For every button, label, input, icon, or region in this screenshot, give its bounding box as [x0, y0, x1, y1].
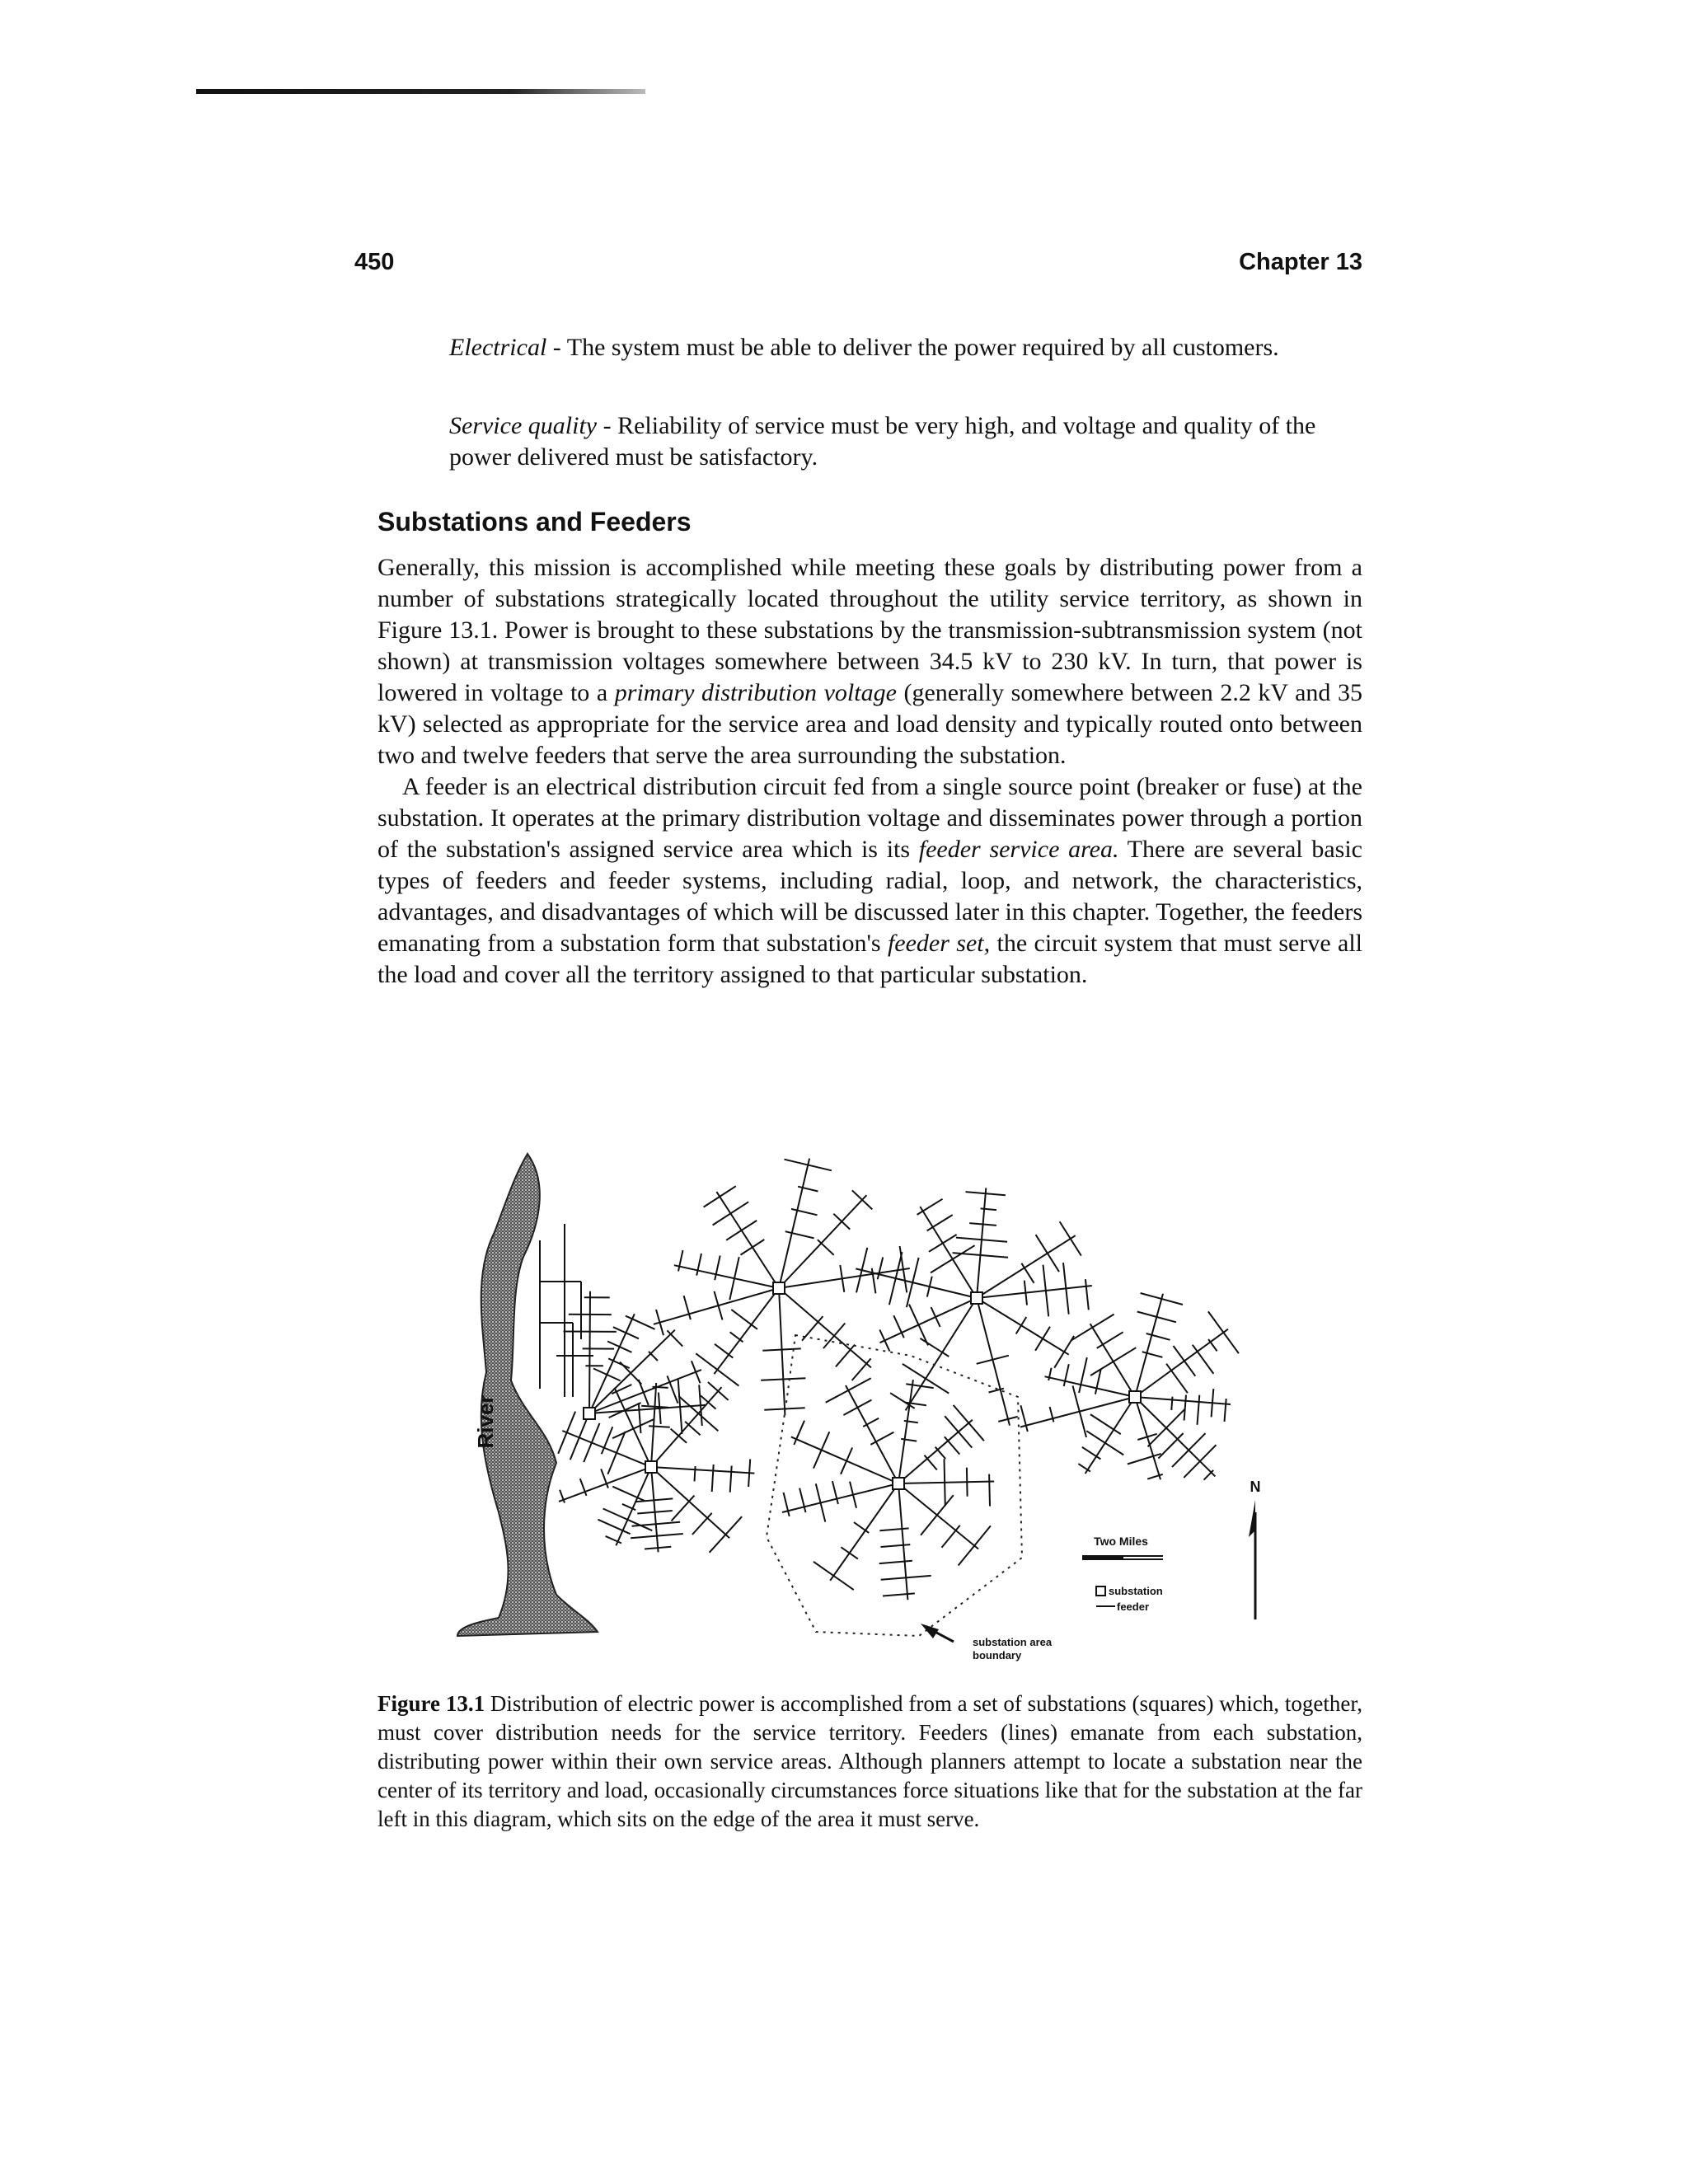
feeder-lateral — [1020, 1405, 1027, 1432]
feeder-lateral — [879, 1561, 912, 1563]
feeder-lateral — [843, 1400, 871, 1415]
body-text — [377, 552, 1362, 991]
page-number: 450 — [354, 249, 395, 275]
feeder-lateral — [823, 1324, 845, 1349]
paragraph-1 — [377, 552, 1362, 771]
feeder-lateral — [712, 1465, 714, 1492]
feeder-lateral — [607, 1432, 625, 1474]
feeder-lateral — [1036, 1235, 1059, 1272]
feeder-lateral — [639, 1380, 649, 1405]
feeder-lateral — [692, 1513, 712, 1535]
chapter-title: Chapter 13 — [1239, 249, 1362, 275]
feeder-lateral — [818, 1240, 834, 1255]
feeder-lateral — [593, 1369, 621, 1381]
feeder-lateral — [1035, 1327, 1050, 1351]
feeder-trunk — [791, 1436, 898, 1483]
feeder-lateral — [1085, 1279, 1089, 1310]
feeder-lateral — [1060, 1221, 1081, 1255]
feeder-lateral — [1137, 1312, 1176, 1323]
feeder-lateral — [639, 1403, 641, 1433]
feeder-trunk — [654, 1288, 779, 1324]
substation-square — [645, 1461, 657, 1473]
feeder-lateral — [649, 1426, 670, 1427]
feeder-lateral — [671, 1429, 687, 1443]
feeder-network — [540, 1159, 1239, 1601]
feeder-trunk — [674, 1265, 779, 1288]
feeder-trunk — [779, 1268, 910, 1288]
definition-service-quality — [449, 410, 1364, 473]
definition-text: - Reliability of service must be very high, and voltage and quality of the power delivered must be satisfactory. — [449, 412, 1316, 471]
feeder-lateral — [715, 1256, 720, 1281]
substations — [584, 1282, 1141, 1489]
feeder-lateral — [967, 1468, 968, 1497]
feeder-lateral — [889, 1252, 903, 1305]
feeder-lateral — [696, 1254, 701, 1276]
feeder-trunk — [977, 1298, 1069, 1355]
feeder-trunk — [1135, 1397, 1231, 1404]
feeder-trunk — [1135, 1294, 1163, 1397]
definition-electrical — [449, 332, 1364, 363]
feeder-lateral — [612, 1419, 654, 1438]
feeder-lateral — [907, 1258, 919, 1307]
feeder-lateral — [1208, 1311, 1239, 1353]
feeder-lateral — [659, 1393, 661, 1424]
feeder-lateral — [954, 1405, 984, 1441]
feeder-lateral — [1086, 1431, 1123, 1455]
feeder-lateral — [672, 1496, 695, 1521]
top-rule — [196, 89, 645, 94]
feeder-lateral — [798, 1187, 818, 1192]
definition-text: - The system must be able to deliver the power required by all customers. — [546, 334, 1279, 361]
feeder-lateral — [785, 1160, 832, 1171]
legend-substation-label: substation — [1109, 1585, 1163, 1597]
feeder-lateral — [832, 1481, 838, 1504]
feeder-trunk — [779, 1288, 785, 1415]
feeder-lateral — [1166, 1364, 1188, 1394]
feeder-lateral — [935, 1447, 946, 1459]
feeder-trunk — [898, 1420, 973, 1483]
legend-feeder-label: feeder — [1117, 1601, 1150, 1613]
feeder-trunk — [651, 1467, 754, 1474]
feeder-lateral — [1141, 1293, 1183, 1305]
feeder-lateral — [678, 1250, 683, 1271]
feeder-trunk — [716, 1192, 779, 1288]
legend-substation-square — [1096, 1586, 1105, 1596]
feeder-lateral — [708, 1382, 729, 1400]
feeder-lateral — [1174, 1346, 1196, 1376]
feeder-lateral — [761, 1378, 805, 1380]
feeder-lateral — [883, 1593, 915, 1596]
substation-square — [773, 1282, 785, 1294]
feeder-lateral — [1146, 1333, 1170, 1340]
text-run: Generally, this mission is accomplished while meeting these goals by distributing power from a number of substations strategically located throughout the utility service territory, as shown in Figure 13.1. Power is brought to these substations by the transmission-subtransmission system (not shown) at transmission voltages somewhere between 34.5 kV to 230 kV. In turn, that power is lowered in voltage to a — [377, 554, 1362, 706]
feeder-lateral — [921, 1495, 954, 1535]
feeder-lateral — [692, 1361, 701, 1383]
feeder-lateral — [856, 1248, 867, 1293]
feeder-lateral — [878, 1258, 884, 1280]
north-label: N — [1250, 1479, 1261, 1495]
definition-term: Electrical — [449, 334, 547, 361]
feeder-lateral — [762, 1348, 801, 1350]
river-label: River — [473, 1394, 498, 1449]
feeder-lateral — [881, 1544, 911, 1547]
feeder-lateral — [785, 1231, 814, 1238]
feeder-trunk — [651, 1383, 656, 1467]
section-heading: Substations and Feeders — [377, 507, 692, 537]
caption-label: Figure 13.1 — [377, 1691, 485, 1716]
feeder-lateral — [1225, 1399, 1226, 1422]
feeder-lateral — [1198, 1395, 1200, 1425]
text-run: (generally somewhere between 2.2 kV and 35 kV) selected as appropriate for the service area and load density and typically routed onto between two and twelve feeders that serve the area surrounding the substation. — [377, 679, 1362, 769]
feeder-lateral — [701, 1395, 715, 1408]
feeder-lateral — [814, 1562, 854, 1590]
feeder-lateral — [741, 1240, 765, 1255]
substation-square — [1129, 1391, 1141, 1403]
feeder-lateral — [731, 1310, 757, 1329]
feeder-lateral — [598, 1520, 630, 1535]
boundary-label-line2: boundary — [973, 1649, 1022, 1661]
paragraph-2 — [377, 771, 1362, 991]
feeder-lateral — [841, 1547, 858, 1558]
feeder-lateral — [558, 1412, 575, 1454]
scale-label: Two Miles — [1094, 1535, 1148, 1548]
feeder-lateral — [1073, 1385, 1087, 1437]
feeder-lateral — [730, 1466, 732, 1493]
feeder-lateral — [607, 1342, 631, 1352]
feeder-lateral — [726, 1221, 757, 1240]
feeder-lateral — [1090, 1414, 1121, 1434]
caption-text: Distribution of electric power is accomplished from a set of substations (squares) which, together, must cover distribution needs for the service territory. Feeders (lines) emanate from each substation, distributing power within their own service areas. Although planners attempt to locate a substation near the center of its territory and load, occasionally circumstances force situations like that for the substation at the far left in this diagram, which sits on the edge of the area it must serve. — [377, 1691, 1363, 1831]
feeder-lateral — [945, 1436, 959, 1454]
substation-square — [584, 1408, 595, 1419]
feeder-lateral — [685, 1422, 701, 1435]
feeder-lateral — [1064, 1364, 1069, 1386]
feeder-lateral — [1071, 1315, 1114, 1341]
feeder-lateral — [1016, 1317, 1027, 1334]
feeder-lateral — [901, 1439, 917, 1441]
text-run: the circuit system that must serve all the load and cover all the territory assigned to that particular substation. — [377, 930, 1362, 988]
feeder-lateral — [799, 1488, 805, 1513]
feeder-lateral — [791, 1209, 818, 1215]
feeder-trunk — [1045, 1376, 1136, 1397]
feeder-lateral — [929, 1235, 957, 1252]
emphasis-term: feeder set, — [887, 930, 991, 957]
text-run: A feeder is an electrical distribution circuit fed from a single source point (breaker or fuse) at the substation. It operates at the primary distribution voltage and disseminates power through a portion of the substation's assigned service area which is its — [377, 773, 1362, 863]
feeder-lateral — [981, 1208, 996, 1210]
feeder-lateral — [695, 1466, 696, 1481]
substation-square — [971, 1292, 982, 1304]
feeder-trunk — [562, 1431, 651, 1467]
feeder-trunk — [779, 1288, 871, 1367]
feeder-lateral — [904, 1421, 918, 1422]
feeder-lateral — [879, 1528, 908, 1530]
feeder-lateral — [1212, 1389, 1214, 1417]
feeder-lateral — [989, 1474, 990, 1507]
feeder-lateral — [667, 1330, 682, 1346]
feeder-trunk — [920, 1207, 977, 1298]
feeder-lateral — [713, 1202, 749, 1225]
emphasis-term: primary distribution voltage — [614, 679, 897, 706]
feeder-lateral — [909, 1305, 928, 1346]
feeder-trunk — [589, 1291, 590, 1413]
feeder-trunk — [714, 1288, 779, 1374]
feeder-lateral — [570, 1416, 588, 1460]
substation-square — [893, 1478, 904, 1489]
feeder-trunk — [977, 1188, 986, 1298]
feeder-lateral — [1171, 1397, 1172, 1410]
feeder-lateral — [802, 1316, 823, 1341]
feeder-lateral — [969, 1223, 996, 1226]
feeder-lateral — [814, 1432, 829, 1468]
feeder-lateral — [1090, 1347, 1136, 1376]
feeder-lateral — [613, 1327, 639, 1338]
arrow-head — [921, 1624, 939, 1638]
scale-bar-half — [1123, 1557, 1163, 1558]
feeder-lateral — [603, 1509, 653, 1531]
feeder-lateral — [1193, 1345, 1214, 1374]
feeder-trunk — [898, 1483, 907, 1600]
feeder-trunk — [651, 1467, 659, 1552]
feeder-lateral — [931, 1307, 940, 1327]
definition-term: Service quality — [449, 412, 598, 439]
feeder-lateral — [959, 1526, 991, 1565]
figure-caption — [377, 1690, 1362, 1834]
feeder-lateral — [645, 1547, 671, 1549]
feeder-lateral — [925, 1455, 937, 1470]
feeder-lateral — [784, 1493, 790, 1516]
feeder-lateral — [641, 1406, 668, 1408]
feeder-lateral — [826, 1378, 871, 1403]
feeder-lateral — [704, 1186, 736, 1207]
feeder-lateral — [852, 1358, 871, 1380]
feeder-lateral — [653, 1387, 668, 1388]
feeder-lateral — [841, 1448, 852, 1474]
text-run: There are several basic types of feeders and feeder systems, including radial, loop, and network, the characteristics, advantages, and disadvantages of which will be discussed later in this chapter. Together, the feeders emanating from a substation form that substation's — [377, 836, 1362, 957]
feeder-lateral — [678, 1396, 718, 1431]
feeder-lateral — [710, 1516, 743, 1553]
feeder-lateral — [1204, 1470, 1214, 1480]
feeder-trunk — [651, 1467, 729, 1538]
feeder-lateral — [748, 1459, 750, 1487]
boundary-label-line1: substation area — [973, 1636, 1053, 1648]
feeder-lateral — [1079, 1357, 1087, 1393]
feeder-trunk — [779, 1159, 809, 1288]
feeder-lateral — [715, 1344, 733, 1358]
feeder-trunk — [898, 1482, 994, 1484]
feeder-lateral — [879, 1329, 889, 1351]
substation-feeder-map — [449, 1150, 1282, 1677]
feeder-lateral — [836, 1345, 855, 1367]
feeder-lateral — [1184, 1395, 1186, 1421]
feeder-lateral — [942, 1526, 960, 1548]
emphasis-term: feeder service area. — [918, 836, 1119, 863]
feeder-trunk — [1135, 1329, 1228, 1397]
feeder-trunk — [898, 1380, 913, 1483]
feeder-lateral — [584, 1423, 599, 1462]
feeder-lateral — [931, 1245, 975, 1272]
feeder-lateral — [649, 1352, 658, 1361]
feeder-lateral — [1158, 1433, 1183, 1459]
